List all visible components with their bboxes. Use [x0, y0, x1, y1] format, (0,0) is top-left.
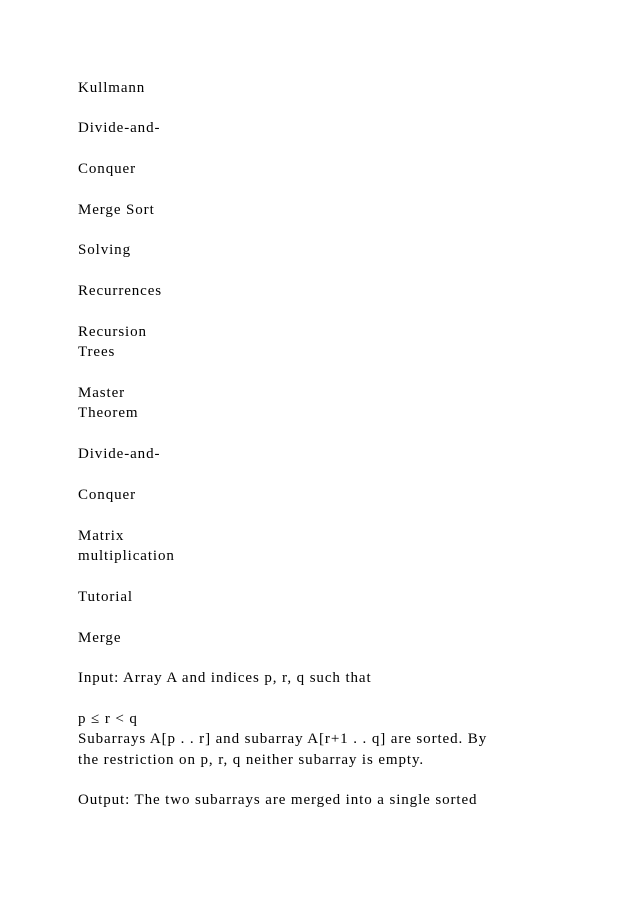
- outline-item-multiplication: multiplication: [78, 548, 175, 564]
- outline-item-recurrences: Recurrences: [78, 283, 163, 299]
- section-heading-merge: Merge: [78, 630, 122, 646]
- outline-item-trees: Trees: [78, 344, 116, 360]
- outline-item-master: Master: [78, 385, 126, 401]
- input-description: Input: Array A and indices p, r, q such that: [78, 670, 372, 686]
- author-name: Kullmann: [78, 80, 146, 96]
- outline-item-theorem: Theorem: [78, 405, 139, 421]
- outline-item-tutorial: Tutorial: [78, 589, 133, 605]
- index-constraint: p ≤ r < q: [78, 711, 138, 727]
- outline-item-divide-and: Divide-and-: [78, 120, 161, 136]
- outline-item-recursion: Recursion: [78, 324, 147, 340]
- outline-item-merge-sort: Merge Sort: [78, 202, 155, 218]
- outline-item-conquer: Conquer: [78, 161, 136, 177]
- output-description: Output: The two subarrays are merged into a single sorted: [78, 792, 478, 808]
- subarray-description: Subarrays A[p . . r] and subarray A[r+1 . . q] are sorted. By: [78, 731, 488, 747]
- subarray-restriction: the restriction on p, r, q neither subarray is empty.: [78, 752, 425, 768]
- outline-item-conquer-2: Conquer: [78, 487, 136, 503]
- outline-item-solving: Solving: [78, 242, 131, 258]
- outline-item-matrix: Matrix: [78, 528, 125, 544]
- outline-item-divide-and-2: Divide-and-: [78, 446, 161, 462]
